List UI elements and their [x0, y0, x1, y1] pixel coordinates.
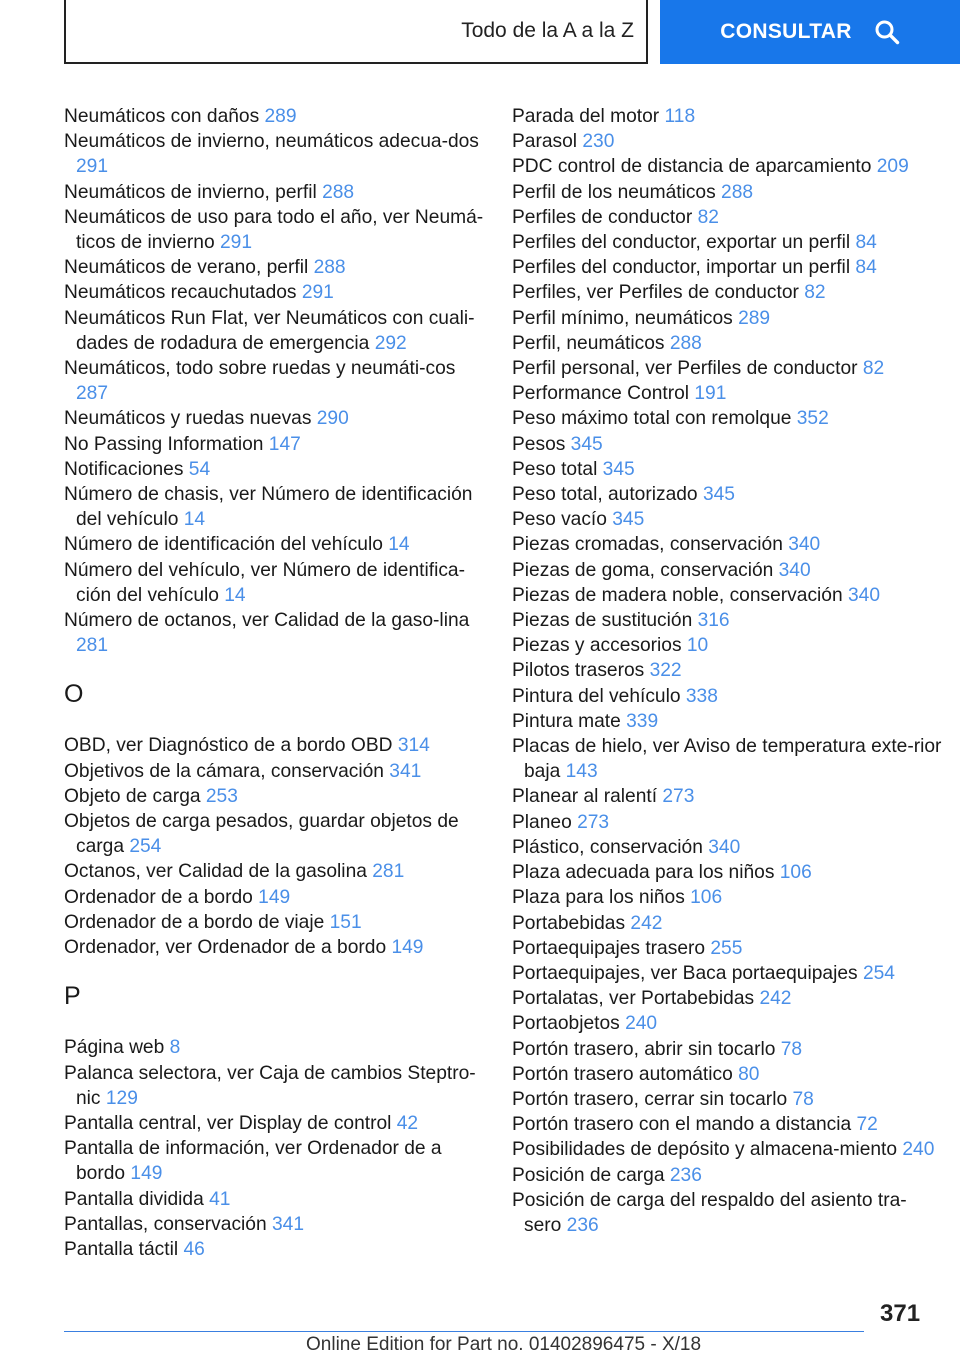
- index-entry-text: Perfil de los neumáticos: [512, 181, 722, 203]
- index-entry-text: Perfiles, ver Perfiles de conductor: [512, 282, 805, 304]
- index-entry: [512, 1037, 942, 1062]
- index-entry-text: Peso máximo total con remolque: [512, 408, 797, 430]
- page-link[interactable]: 253: [205, 785, 238, 807]
- page-link[interactable]: 314: [397, 735, 430, 757]
- page-link[interactable]: 14: [183, 509, 206, 531]
- page-link[interactable]: 345: [570, 433, 603, 455]
- section-tab[interactable]: [64, 0, 648, 64]
- page-link[interactable]: 345: [702, 484, 735, 506]
- index-entry: [512, 911, 942, 936]
- index-entry-text: Ordenador, ver Ordenador de a bordo: [64, 937, 392, 959]
- page-link[interactable]: 72: [856, 1114, 878, 1136]
- index-entry: [512, 961, 942, 986]
- index-entry: [64, 1212, 484, 1237]
- index-entry-text: Pilotos traseros: [512, 660, 650, 682]
- page-link[interactable]: 288: [669, 332, 702, 354]
- index-entry: [512, 784, 942, 809]
- index-entry-text: No Passing Information: [64, 433, 269, 455]
- index-entry: [64, 809, 484, 859]
- index-entry-text: Piezas de goma, conservación: [512, 559, 779, 581]
- index-entry: [512, 104, 942, 129]
- page-link[interactable]: 236: [566, 1214, 599, 1236]
- index-entry-text: Planeo: [512, 811, 578, 833]
- index-entry-text: Perfiles del conductor, importar un perfil: [512, 257, 856, 279]
- page-link[interactable]: 46: [183, 1238, 205, 1260]
- index-entry: [64, 1061, 484, 1111]
- index-entry: [512, 835, 942, 860]
- index-entry: [64, 1136, 484, 1186]
- index-entry: [512, 860, 942, 885]
- index-entry-text: PDC control de distancia de aparcamiento: [512, 156, 877, 178]
- page-link[interactable]: 84: [855, 232, 877, 254]
- index-entry-text: Piezas y accesorios: [512, 635, 687, 657]
- page-link[interactable]: 291: [301, 282, 334, 304]
- index-entry: [64, 356, 484, 406]
- index-entry-text: Piezas cromadas, conservación: [512, 534, 789, 556]
- index-entry-text: Pantalla central, ver Display de control: [64, 1112, 397, 1134]
- index-entry: [512, 633, 942, 658]
- index-entry: [512, 230, 942, 255]
- index-entry: [512, 406, 942, 431]
- page-link[interactable]: 291: [76, 156, 109, 178]
- index-entry-text: Posición de carga: [512, 1164, 670, 1186]
- index-entry: [512, 205, 942, 230]
- index-entry: [512, 1137, 942, 1162]
- index-entry-text: Placas de hielo, ver Aviso de temperatura exte‐rior baja: [512, 736, 942, 783]
- index-entry-text: Objeto de carga: [64, 785, 206, 807]
- index-entry: [512, 255, 942, 280]
- index-entry: [512, 885, 942, 910]
- page-link[interactable]: 118: [664, 106, 696, 127]
- index-entry: [512, 583, 942, 608]
- index-entry-text: Pintura del vehículo: [512, 685, 686, 707]
- index-entry: [512, 507, 942, 532]
- index-entry: [64, 859, 484, 884]
- index-entry-text: Neumáticos de invierno, neumáticos adecua‐dos: [64, 131, 479, 153]
- index-entry-text: Portabebidas: [512, 912, 631, 934]
- index-entry: [64, 759, 484, 784]
- index-entry: [512, 306, 942, 331]
- page-link[interactable]: 54: [188, 458, 211, 480]
- index-column-left: [64, 104, 484, 1262]
- consult-button-label: CONSULTAR: [720, 20, 852, 43]
- page-link[interactable]: 82: [804, 282, 826, 304]
- index-entry: [64, 1035, 484, 1060]
- consult-button[interactable]: [660, 0, 960, 64]
- page-link[interactable]: 14: [224, 584, 246, 606]
- page-link[interactable]: 338: [685, 685, 718, 707]
- index-entry: [512, 381, 942, 406]
- index-entry: [512, 608, 942, 633]
- index-entry-text: Pintura mate: [512, 710, 627, 732]
- page-link[interactable]: 254: [862, 962, 895, 984]
- page-link[interactable]: 106: [690, 887, 723, 909]
- page-link[interactable]: 106: [779, 862, 812, 884]
- index-entry: [64, 306, 484, 356]
- index-entry-text: Neumáticos recauchutados: [64, 282, 302, 304]
- page-link[interactable]: 340: [788, 534, 821, 556]
- index-entry: [64, 558, 484, 608]
- page-link[interactable]: 240: [625, 1013, 658, 1035]
- index-entry-text: Portaequipajes, ver Baca portaequipajes: [512, 962, 863, 984]
- index-entry: [512, 734, 942, 784]
- index-entry: [512, 331, 942, 356]
- index-entry: [512, 532, 942, 557]
- page-link[interactable]: 290: [316, 408, 349, 430]
- page-link[interactable]: 147: [268, 433, 301, 455]
- page-link[interactable]: 273: [577, 811, 610, 833]
- index-entry: [64, 482, 484, 532]
- page-link[interactable]: 292: [374, 332, 407, 354]
- page-link[interactable]: 287: [76, 383, 109, 405]
- index-entry-text: Ordenador de a bordo de viaje: [64, 911, 330, 933]
- page-link[interactable]: 273: [662, 786, 695, 808]
- page-link[interactable]: 281: [76, 635, 109, 657]
- index-column-right: [512, 104, 942, 1238]
- index-entry-text: Parasol: [512, 131, 583, 153]
- page-link[interactable]: 236: [669, 1164, 702, 1186]
- index-entry-text: Piezas de sustitución: [512, 610, 698, 632]
- page-link[interactable]: 289: [264, 106, 297, 127]
- index-entry: [512, 1188, 942, 1238]
- index-entry: [512, 810, 942, 835]
- page-link[interactable]: 78: [780, 1038, 803, 1060]
- index-entry: [512, 457, 942, 482]
- page-link[interactable]: 316: [697, 610, 730, 632]
- index-entry: [64, 104, 484, 129]
- index-entry-text: Perfiles del conductor, exportar un perfil: [512, 232, 856, 254]
- index-entry: [64, 532, 484, 557]
- page-link[interactable]: 149: [258, 886, 291, 908]
- page-link[interactable]: 281: [372, 861, 405, 883]
- index-entry-text: Neumáticos y ruedas nuevas: [64, 408, 317, 430]
- page-link[interactable]: 42: [396, 1112, 419, 1134]
- index-entry: [64, 1237, 484, 1262]
- index-entry-text: Neumáticos con daños: [64, 106, 265, 127]
- page-link[interactable]: 240: [902, 1139, 935, 1161]
- page-link[interactable]: 322: [649, 660, 682, 682]
- page-link[interactable]: 80: [738, 1063, 760, 1085]
- index-entry-text: Palanca selectora, ver Caja de cambios Steptro‐nic: [64, 1062, 476, 1109]
- footer-divider: [64, 1331, 864, 1332]
- page-link[interactable]: 230: [582, 131, 615, 153]
- index-entry: [512, 356, 942, 381]
- index-entry-text: Ordenador de a bordo: [64, 886, 259, 908]
- page-link[interactable]: 129: [105, 1087, 138, 1109]
- index-entry-text: Portalatas, ver Portabebidas: [512, 988, 760, 1010]
- page-link[interactable]: 339: [626, 710, 659, 732]
- index-entry-text: Perfil, neumáticos: [512, 332, 670, 354]
- index-entry-text: Número de chasis, ver Número de identificación del vehículo: [64, 484, 473, 531]
- index-entry: [64, 1111, 484, 1136]
- index-entry: [64, 432, 484, 457]
- index-entry: [64, 910, 484, 935]
- index-entry-text: Perfil personal, ver Perfiles de conductor: [512, 358, 863, 380]
- index-entry: [512, 658, 942, 683]
- page-link[interactable]: 151: [329, 911, 362, 933]
- index-entry-text: Octanos, ver Calidad de la gasolina: [64, 861, 373, 883]
- index-entry-text: Neumáticos de invierno, perfil: [64, 181, 323, 203]
- page-link[interactable]: 10: [686, 635, 709, 657]
- page-link[interactable]: 209: [876, 156, 909, 178]
- page-link[interactable]: 340: [778, 559, 811, 581]
- index-entry-text: Objetos de carga pesados, guardar objetos de carga: [64, 811, 459, 858]
- index-entry: [512, 280, 942, 305]
- page-link[interactable]: 191: [694, 383, 727, 405]
- index-entry-text: Portón trasero automático: [512, 1063, 739, 1085]
- index-entry-text: Página web: [64, 1037, 170, 1059]
- index-entry: [64, 129, 484, 179]
- index-entry-text: Neumáticos Run Flat, ver Neumáticos con cuali‐dades de rodadura de emergencia: [64, 307, 475, 354]
- index-entry-text: Plaza adecuada para los niños: [512, 862, 780, 884]
- page-link[interactable]: 242: [759, 988, 792, 1010]
- index-entry: [512, 684, 942, 709]
- index-entry: [64, 1187, 484, 1212]
- page-link[interactable]: 255: [710, 937, 743, 959]
- index-entry-text: Peso vacío: [512, 509, 613, 531]
- section-tab-label: Todo de la A a la Z: [461, 19, 634, 42]
- index-entry-text: Perfil mínimo, neumáticos: [512, 307, 739, 329]
- index-entry: [512, 1087, 942, 1112]
- page-link[interactable]: 82: [862, 358, 885, 380]
- index-entry-text: Objetivos de la cámara, conservación: [64, 760, 390, 782]
- index-entry-text: Notificaciones: [64, 458, 189, 480]
- index-entry: [512, 986, 942, 1011]
- page-link[interactable]: 340: [708, 836, 741, 858]
- page-link[interactable]: 345: [612, 509, 645, 531]
- index-entry-text: Peso total, autorizado: [512, 484, 703, 506]
- index-entry: [512, 558, 942, 583]
- index-entry-text: Portón trasero, cerrar sin tocarlo: [512, 1088, 793, 1110]
- index-entry: [512, 1011, 942, 1036]
- index-entry-text: Posibilidades de depósito y almacena‐miento: [512, 1139, 903, 1161]
- index-entry-text: Plástico, conservación: [512, 836, 709, 858]
- page-link[interactable]: 149: [391, 937, 424, 959]
- index-entry-text: Perfiles de conductor: [512, 206, 698, 228]
- index-letter-heading: O: [64, 680, 84, 709]
- index-entry-text: Pesos: [512, 433, 571, 455]
- index-entry-text: OBD, ver Diagnóstico de a bordo OBD: [64, 735, 398, 757]
- index-entry-text: Portón trasero con el mando a distancia: [512, 1114, 857, 1136]
- index-entry: [512, 1062, 942, 1087]
- index-entry-text: Planear al ralentí: [512, 786, 663, 808]
- page-link[interactable]: 341: [389, 760, 422, 782]
- index-entry: [512, 482, 942, 507]
- page-link[interactable]: 352: [796, 408, 829, 430]
- page-link[interactable]: 345: [602, 458, 635, 480]
- page-link[interactable]: 14: [388, 534, 410, 556]
- page-link[interactable]: 254: [129, 836, 162, 858]
- index-entry: [512, 936, 942, 961]
- index-entry-text: Piezas de madera noble, conservación: [512, 584, 848, 606]
- page-link[interactable]: 288: [721, 181, 754, 203]
- index-entry-text: Portaobjetos: [512, 1013, 626, 1035]
- index-entry-text: Parada del motor: [512, 106, 665, 127]
- index-entry: [512, 1163, 942, 1188]
- index-entry-text: Número de octanos, ver Calidad de la gaso‐lina: [64, 610, 470, 632]
- index-entry: [64, 457, 484, 482]
- index-entry-text: Portón trasero, abrir sin tocarlo: [512, 1038, 781, 1060]
- index-entry: [64, 935, 484, 960]
- page-link[interactable]: 340: [847, 584, 880, 606]
- page-link[interactable]: 143: [565, 761, 598, 783]
- page-number: 371: [880, 1300, 921, 1327]
- index-entry-text: Posición de carga del respaldo del asiento tra‐sero: [512, 1189, 907, 1236]
- index-entry-text: Plaza para los niños: [512, 887, 691, 909]
- index-entry: [64, 205, 484, 255]
- page-link[interactable]: 291: [219, 232, 252, 254]
- index-entry-text: Neumáticos, todo sobre ruedas y neumáti‐cos: [64, 358, 456, 380]
- index-entry-text: Número del vehículo, ver Número de identifica‐ción del vehículo: [64, 559, 465, 606]
- index-letter-heading: P: [64, 982, 81, 1011]
- search-icon: [874, 19, 900, 45]
- index-entry: [64, 255, 484, 280]
- index-entry-text: Performance Control: [512, 383, 695, 405]
- index-entry: [512, 709, 942, 734]
- page-link[interactable]: 289: [738, 307, 771, 329]
- index-entry: [512, 432, 942, 457]
- page-link[interactable]: 78: [792, 1088, 814, 1110]
- index-entry-text: Neumáticos de uso para todo el año, ver Neumá‐ticos de invierno: [64, 206, 484, 254]
- index-entry: [64, 608, 484, 658]
- index-entry: [64, 784, 484, 809]
- page-link[interactable]: 242: [630, 912, 663, 934]
- index-entry-text: Pantalla dividida: [64, 1188, 210, 1210]
- index-entry-text: Neumáticos de verano, perfil: [64, 257, 314, 279]
- index-entry-text: Peso total: [512, 458, 603, 480]
- index-entry: [512, 180, 942, 205]
- index-entry-text: Pantalla de información, ver Ordenador de a bordo: [64, 1138, 442, 1185]
- index-entry-text: Número de identificación del vehículo: [64, 534, 389, 556]
- page-link[interactable]: 288: [313, 257, 346, 279]
- page-link[interactable]: 288: [322, 181, 355, 203]
- index-entry: [512, 1112, 942, 1137]
- index-entry: [64, 733, 484, 758]
- index-entry: [512, 129, 942, 154]
- index-entry: [64, 406, 484, 431]
- index-entry: [512, 154, 942, 179]
- page-link[interactable]: 341: [271, 1213, 304, 1235]
- page-link[interactable]: 82: [697, 206, 719, 228]
- index-entry-text: Pantallas, conservación: [64, 1213, 272, 1235]
- index-entry: [64, 885, 484, 910]
- page-link[interactable]: 84: [855, 257, 877, 279]
- index-entry: [64, 180, 484, 205]
- page-link[interactable]: 8: [169, 1037, 181, 1059]
- index-entry-text: Pantalla táctil: [64, 1238, 184, 1260]
- footer-edition: Online Edition for Part no. 01402896475 - X/18: [306, 1334, 702, 1355]
- page-link[interactable]: 149: [130, 1163, 163, 1185]
- index-entry-text: Portaequipajes trasero: [512, 937, 711, 959]
- index-entry: [64, 280, 484, 305]
- page-link[interactable]: 41: [209, 1188, 231, 1210]
